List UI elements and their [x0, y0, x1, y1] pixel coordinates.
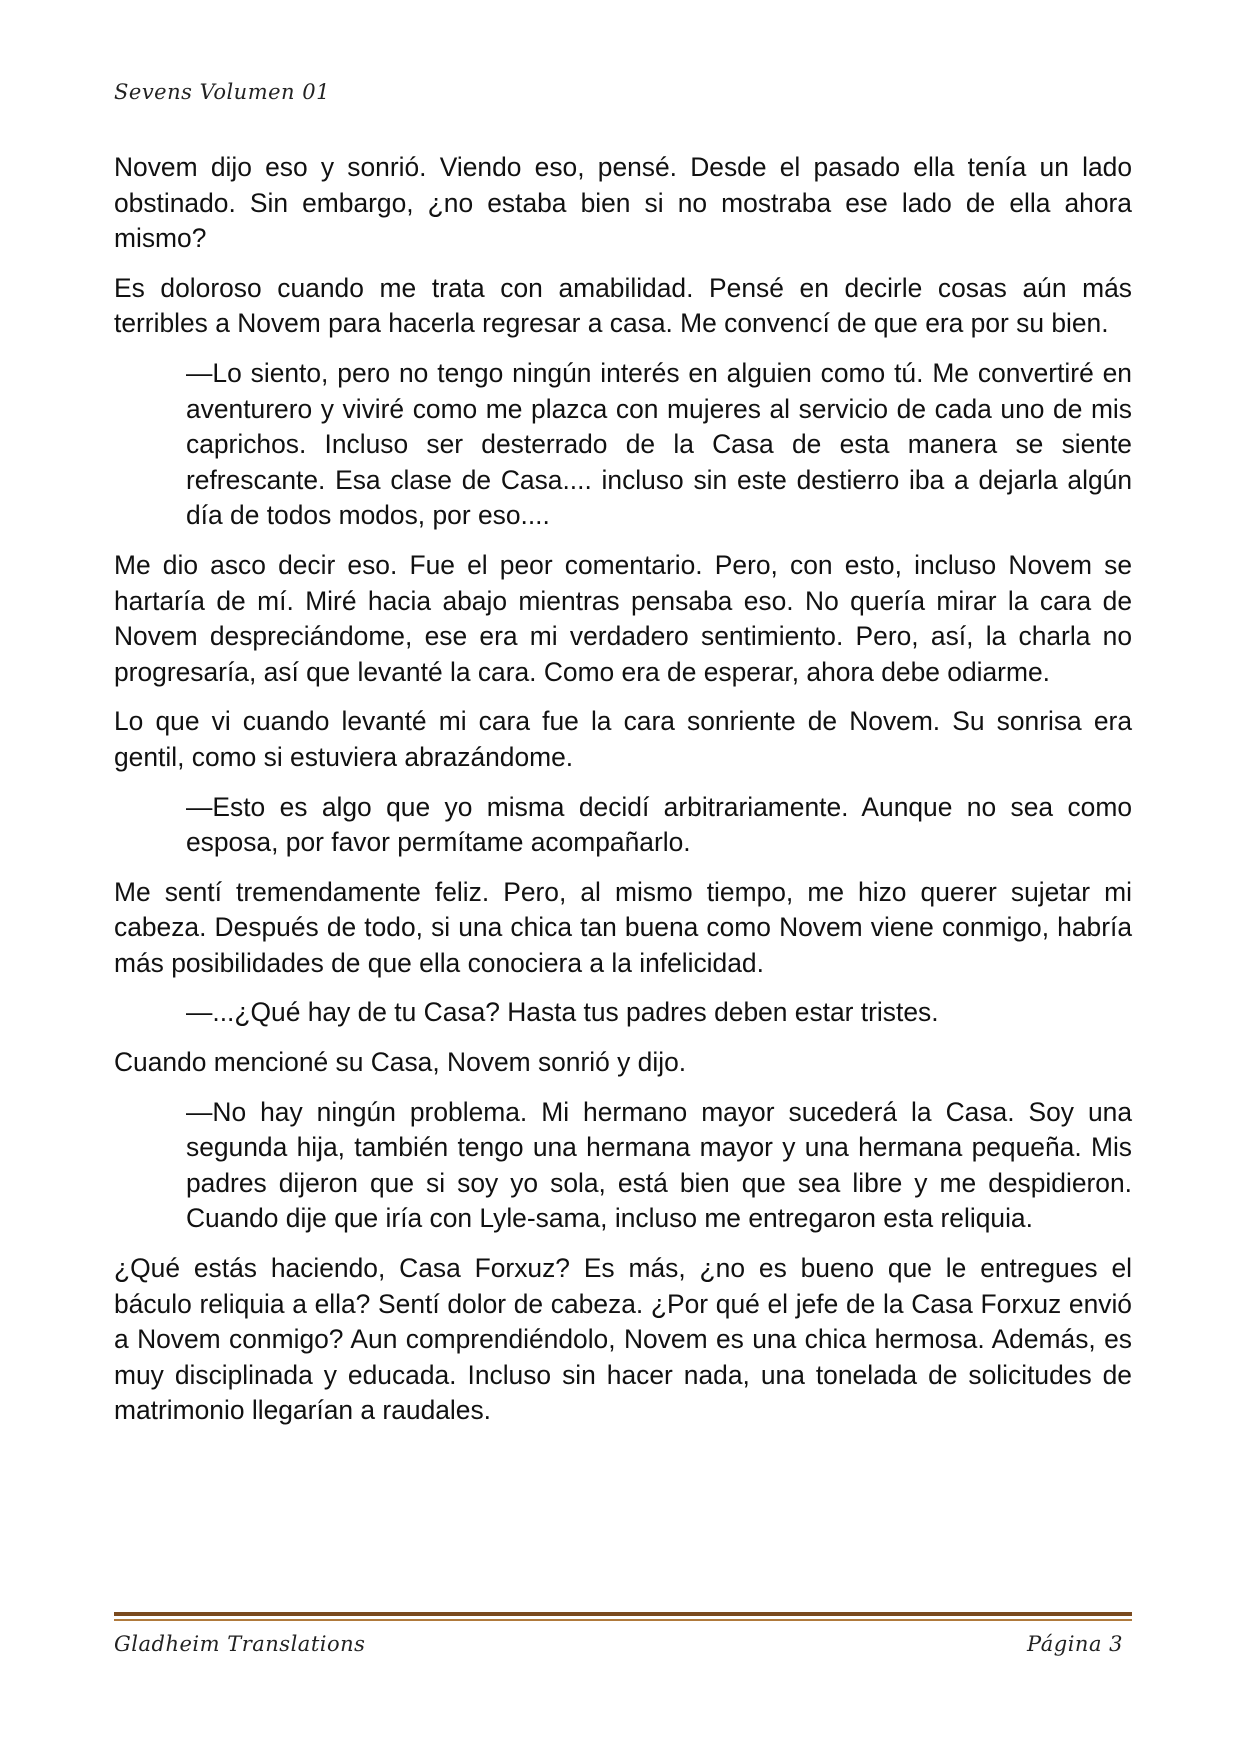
paragraph: Novem dijo eso y sonrió. Viendo eso, pensé. Desde el pasado ella tenía un lado obstinado. Sin embargo, ¿no estaba bien si no mostraba ese lado de ella ahora mismo? [114, 152, 1132, 254]
dialogue-paragraph: —No hay ningún problema. Mi hermano mayor sucederá la Casa. Soy una segunda hija, también tengo una hermana mayor y una hermana pequeña. Mis padres dijeron que si soy yo sola, está bien que sea libre y me despidieron. Cuando dije que iría con Lyle-sama, incluso me entregaron esta reliquia. [186, 1096, 1132, 1234]
dialogue-paragraph: —Esto es algo que yo misma decidí arbitrariamente. Aunque no sea como esposa, por favor permítame acompañarlo. [186, 791, 1132, 858]
paragraph: Cuando mencioné su Casa, Novem sonrió y dijo. [114, 1047, 687, 1078]
footer-rule-thick [114, 1612, 1132, 1616]
footer-credit: Gladheim Translations [114, 1632, 366, 1656]
page-number: Página 3 [1027, 1632, 1123, 1656]
paragraph: Me dio asco decir eso. Fue el peor comentario. Pero, con esto, incluso Novem se hartaría de mí. Miré hacia abajo mientras pensaba eso. No quería mirar la cara de Novem despreciándome, ese era mi verdadero sentimiento. Pero, así, la charla no progresaría, así que levanté la cara. Como era de esperar, ahora debe odiarme. [114, 549, 1132, 687]
paragraph: Me sentí tremendamente feliz. Pero, al mismo tiempo, me hizo querer sujetar mi cabeza. Después de todo, si una chica tan buena como Novem viene conmigo, habría más posibilidades de que ella conociera a la infelicidad. [114, 876, 1132, 978]
running-header: Sevens Volumen 01 [114, 80, 330, 104]
dialogue-paragraph: —Lo siento, pero no tengo ningún interés en alguien como tú. Me convertiré en aventurero y viviré como me plazca con mujeres al servicio de cada uno de mis caprichos. Incluso ser desterrado de la Casa de esta manera se siente refrescante. Esa clase de Casa.... incluso sin este destierro iba a dejarla algún día de todos modos, por eso.... [186, 357, 1132, 531]
footer-rule-thin [114, 1619, 1132, 1621]
body-text [114, 150, 1132, 1443]
paragraph: ¿Qué estás haciendo, Casa Forxuz? Es más, ¿no es bueno que le entregues el báculo reliquia a ella? Sentí dolor de cabeza. ¿Por qué el jefe de la Casa Forxuz envió a Novem conmigo? Aun comprendiéndolo, Novem es una chica hermosa. Además, es muy disciplinada y educada. Incluso sin hacer nada, una tonelada de solicitudes de matrimonio llegarían a raudales. [114, 1253, 1132, 1426]
paragraph: Es doloroso cuando me trata con amabilidad. Pensé en decirle cosas aún más terribles a Novem para hacerla regresar a casa. Me convencí de que era por su bien. [114, 272, 1132, 339]
paragraph: Lo que vi cuando levanté mi cara fue la cara sonriente de Novem. Su sonrisa era gentil, como si estuviera abrazándome. [114, 706, 1132, 772]
dialogue-paragraph: —...¿Qué hay de tu Casa? Hasta tus padres deben estar tristes. [186, 997, 939, 1028]
